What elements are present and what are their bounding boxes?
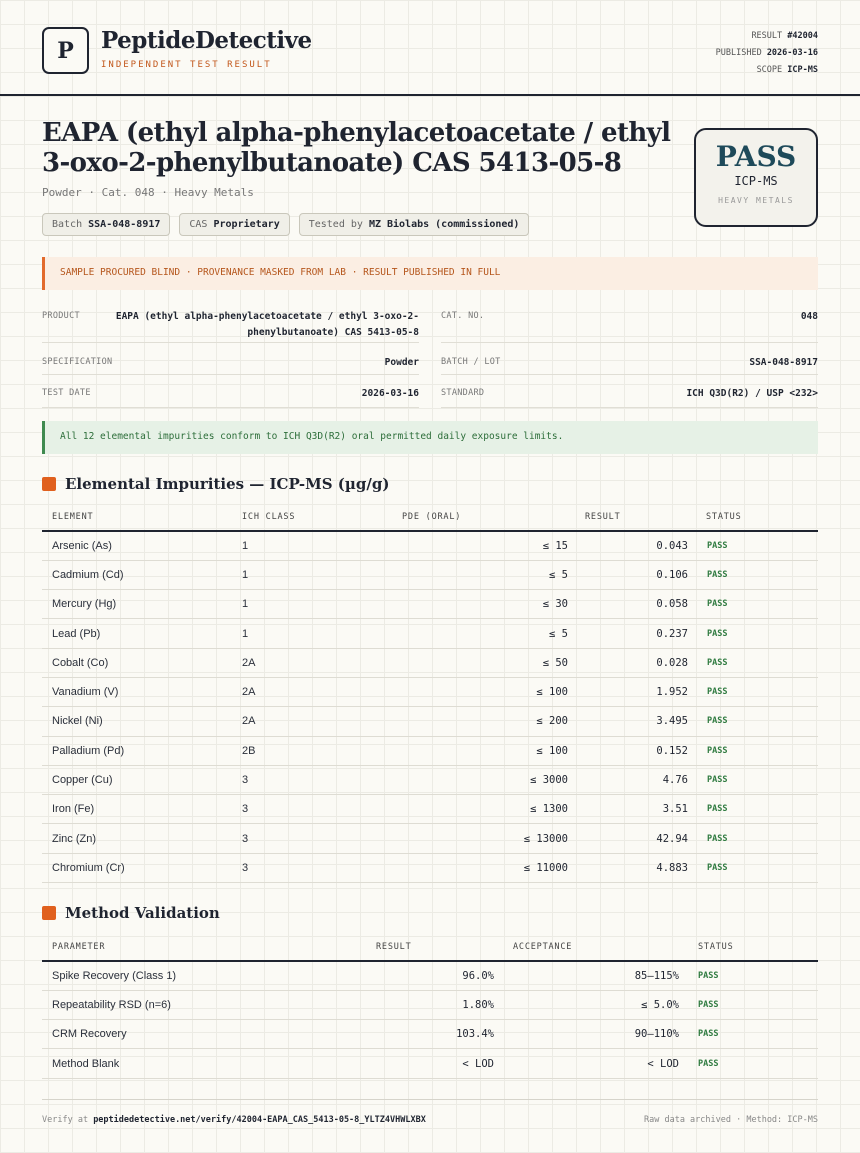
result-value: 0.152 bbox=[568, 736, 688, 765]
table-row bbox=[42, 736, 818, 765]
scope-label: SCOPE bbox=[756, 65, 783, 75]
spec-row bbox=[42, 343, 419, 375]
ich-class: 3 bbox=[242, 853, 392, 882]
standard-label: STANDARD bbox=[441, 388, 485, 398]
pde-limit: ≤ 11000 bbox=[392, 853, 568, 882]
result-label: RESULT bbox=[751, 31, 783, 41]
element-name: Zinc (Zn) bbox=[42, 824, 242, 853]
element-name: Palladium (Pd) bbox=[42, 736, 242, 765]
validation-table bbox=[42, 933, 818, 1079]
standard-value: ICH Q3D(R2) / USP <232> bbox=[686, 388, 818, 399]
validation-result: 96.0% bbox=[292, 961, 494, 990]
element-name: Lead (Pb) bbox=[42, 619, 242, 648]
batch-chip-value: SSA-048-8917 bbox=[88, 219, 161, 230]
table-row bbox=[42, 824, 818, 853]
tested-chip-label: Tested by bbox=[308, 219, 363, 230]
batch-chip bbox=[42, 213, 170, 236]
validation-heading bbox=[42, 904, 220, 922]
verdict-scope: HEAVY METALS bbox=[718, 196, 794, 205]
table-row bbox=[42, 961, 818, 990]
product-label: PRODUCT bbox=[42, 311, 80, 321]
impurities-heading bbox=[42, 475, 389, 493]
pde-limit: ≤ 15 bbox=[392, 531, 568, 560]
footer-archive-note: Raw data archived · Method: ICP-MS bbox=[644, 1115, 818, 1125]
result-id: #42004 bbox=[787, 31, 818, 41]
batch-chip-label: Batch bbox=[52, 219, 83, 230]
ich-class: 2A bbox=[242, 677, 392, 706]
result-value: 1.952 bbox=[568, 677, 688, 706]
brand-logo: P bbox=[42, 27, 89, 74]
parameter-name: Repeatability RSD (n=6) bbox=[42, 990, 292, 1019]
pde-limit: ≤ 13000 bbox=[392, 824, 568, 853]
ich-class: 1 bbox=[242, 560, 392, 589]
parameter-name: Method Blank bbox=[42, 1049, 292, 1078]
conformance-banner: All 12 elemental impurities conform to ICH Q3D(R2) oral permitted daily exposure limits. bbox=[42, 421, 818, 454]
page-title: EAPA (ethyl alpha-phenylacetoacetate / ethyl 3-oxo-2-phenylbutanoate) CAS 5413-05-8 bbox=[42, 118, 671, 178]
cat-row bbox=[441, 305, 818, 343]
col-header-class: ICH CLASS bbox=[242, 503, 392, 531]
ich-class: 3 bbox=[242, 765, 392, 794]
date-row bbox=[42, 375, 419, 408]
spec-value: Powder bbox=[384, 357, 419, 368]
ich-class: 2B bbox=[242, 736, 392, 765]
status-badge: PASS bbox=[688, 619, 818, 648]
acceptance-range: 90–110% bbox=[494, 1020, 679, 1049]
spec-label: SPECIFICATION bbox=[42, 357, 113, 367]
result-value: 0.028 bbox=[568, 648, 688, 677]
element-name: Vanadium (V) bbox=[42, 677, 242, 706]
col-header-vresult: RESULT bbox=[292, 933, 494, 961]
pde-limit: ≤ 5 bbox=[392, 560, 568, 589]
element-name: Nickel (Ni) bbox=[42, 707, 242, 736]
validation-header-row bbox=[42, 933, 818, 961]
report-footer bbox=[42, 1099, 818, 1125]
status-badge: PASS bbox=[688, 648, 818, 677]
col-header-element: ELEMENT bbox=[42, 503, 242, 531]
tested-chip-value: MZ Biolabs (commissioned) bbox=[368, 219, 520, 230]
table-row bbox=[42, 677, 818, 706]
batch-value: SSA-048-8917 bbox=[749, 357, 818, 368]
status-badge: PASS bbox=[688, 677, 818, 706]
col-header-vstatus: STATUS bbox=[679, 933, 818, 961]
col-header-parameter: PARAMETER bbox=[42, 933, 292, 961]
brand-name: PeptideDetective bbox=[101, 27, 312, 54]
element-name: Mercury (Hg) bbox=[42, 590, 242, 619]
ich-class: 2A bbox=[242, 707, 392, 736]
report-header bbox=[0, 0, 860, 96]
validation-result: < LOD bbox=[292, 1049, 494, 1078]
cat-value: 048 bbox=[800, 311, 818, 322]
impurities-header-row bbox=[42, 503, 818, 531]
element-name: Arsenic (As) bbox=[42, 531, 242, 560]
table-row bbox=[42, 560, 818, 589]
table-row bbox=[42, 707, 818, 736]
result-value: 4.76 bbox=[568, 765, 688, 794]
info-chips bbox=[42, 213, 529, 236]
impurities-title: Elemental Impurities — ICP-MS (µg/g) bbox=[65, 475, 390, 493]
result-value: 3.495 bbox=[568, 707, 688, 736]
status-badge: PASS bbox=[688, 795, 818, 824]
section-marker-icon bbox=[42, 477, 56, 491]
verify-link[interactable]: peptidedetective.net/verify/42004-EAPA_CAS_5413-05-8_YLTZ4VHWLXBX bbox=[93, 1115, 426, 1125]
ich-class: 2A bbox=[242, 648, 392, 677]
status-badge: PASS bbox=[679, 1020, 818, 1049]
col-header-status: STATUS bbox=[688, 503, 818, 531]
element-name: Cobalt (Co) bbox=[42, 648, 242, 677]
date-label: TEST DATE bbox=[42, 388, 91, 398]
verdict-word: PASS bbox=[715, 140, 797, 173]
published-label: PUBLISHED bbox=[715, 48, 762, 58]
tested-by-chip bbox=[299, 213, 530, 236]
status-badge: PASS bbox=[688, 707, 818, 736]
status-badge: PASS bbox=[688, 531, 818, 560]
product-row bbox=[42, 305, 419, 343]
pde-limit: ≤ 5 bbox=[392, 619, 568, 648]
validation-result: 1.80% bbox=[292, 990, 494, 1019]
cat-label: CAT. NO. bbox=[441, 311, 485, 321]
cas-chip-label: CAS bbox=[189, 219, 208, 230]
table-row bbox=[42, 990, 818, 1019]
report-meta bbox=[716, 28, 818, 79]
brand-tagline: INDEPENDENT TEST RESULT bbox=[101, 60, 272, 70]
element-name: Iron (Fe) bbox=[42, 795, 242, 824]
product-value: EAPA (ethyl alpha-phenylacetoacetate / ethyl 3-oxo-2-phenylbutanoate) CAS 5413-05-8 bbox=[115, 311, 419, 338]
pde-limit: ≤ 100 bbox=[392, 677, 568, 706]
procurement-notice: SAMPLE PROCURED BLIND · PROVENANCE MASKED FROM LAB · RESULT PUBLISHED IN FULL bbox=[42, 257, 818, 290]
ich-class: 3 bbox=[242, 795, 392, 824]
ich-class: 3 bbox=[242, 824, 392, 853]
batch-label: BATCH / LOT bbox=[441, 357, 501, 367]
status-badge: PASS bbox=[688, 736, 818, 765]
table-row bbox=[42, 1049, 818, 1078]
pde-limit: ≤ 3000 bbox=[392, 765, 568, 794]
pde-limit: ≤ 50 bbox=[392, 648, 568, 677]
pde-limit: ≤ 200 bbox=[392, 707, 568, 736]
parameter-name: Spike Recovery (Class 1) bbox=[42, 961, 292, 990]
impurities-table bbox=[42, 503, 818, 883]
verify-label: Verify at bbox=[42, 1115, 89, 1125]
validation-title: Method Validation bbox=[65, 904, 220, 922]
date-value: 2026-03-16 bbox=[361, 388, 419, 399]
pde-limit: ≤ 100 bbox=[392, 736, 568, 765]
element-name: Copper (Cu) bbox=[42, 765, 242, 794]
parameter-name: CRM Recovery bbox=[42, 1020, 292, 1049]
status-badge: PASS bbox=[679, 990, 818, 1019]
ich-class: 1 bbox=[242, 619, 392, 648]
verdict-badge bbox=[694, 128, 818, 227]
result-value: 0.106 bbox=[568, 560, 688, 589]
status-badge: PASS bbox=[679, 1049, 818, 1078]
validation-result: 103.4% bbox=[292, 1020, 494, 1049]
table-row bbox=[42, 795, 818, 824]
table-row bbox=[42, 590, 818, 619]
table-row bbox=[42, 531, 818, 560]
pde-limit: ≤ 1300 bbox=[392, 795, 568, 824]
status-badge: PASS bbox=[688, 853, 818, 882]
page-subtitle: Powder · Cat. 048 · Heavy Metals bbox=[42, 186, 254, 199]
status-badge: PASS bbox=[688, 765, 818, 794]
published-date: 2026-03-16 bbox=[766, 48, 818, 58]
status-badge: PASS bbox=[679, 961, 818, 990]
cas-chip bbox=[179, 213, 289, 236]
element-name: Cadmium (Cd) bbox=[42, 560, 242, 589]
table-row bbox=[42, 619, 818, 648]
cas-chip-value: Proprietary bbox=[213, 219, 280, 230]
batch-row bbox=[441, 343, 818, 375]
result-value: 0.058 bbox=[568, 590, 688, 619]
table-row bbox=[42, 648, 818, 677]
result-value: 4.883 bbox=[568, 853, 688, 882]
standard-row bbox=[441, 375, 818, 408]
result-value: 0.043 bbox=[568, 531, 688, 560]
scope-value: ICP-MS bbox=[787, 65, 818, 75]
col-header-result: RESULT bbox=[568, 503, 688, 531]
pde-limit: ≤ 30 bbox=[392, 590, 568, 619]
ich-class: 1 bbox=[242, 590, 392, 619]
element-name: Chromium (Cr) bbox=[42, 853, 242, 882]
table-row bbox=[42, 1020, 818, 1049]
result-value: 3.51 bbox=[568, 795, 688, 824]
acceptance-range: 85–115% bbox=[494, 961, 679, 990]
result-value: 42.94 bbox=[568, 824, 688, 853]
section-marker-icon bbox=[42, 906, 56, 920]
verdict-method: ICP-MS bbox=[734, 174, 778, 188]
col-header-pde: PDE (ORAL) bbox=[392, 503, 568, 531]
status-badge: PASS bbox=[688, 824, 818, 853]
table-row bbox=[42, 853, 818, 882]
status-badge: PASS bbox=[688, 560, 818, 589]
ich-class: 1 bbox=[242, 531, 392, 560]
table-row bbox=[42, 765, 818, 794]
col-header-acceptance: ACCEPTANCE bbox=[494, 933, 679, 961]
acceptance-range: ≤ 5.0% bbox=[494, 990, 679, 1019]
status-badge: PASS bbox=[688, 590, 818, 619]
acceptance-range: < LOD bbox=[494, 1049, 679, 1078]
result-value: 0.237 bbox=[568, 619, 688, 648]
